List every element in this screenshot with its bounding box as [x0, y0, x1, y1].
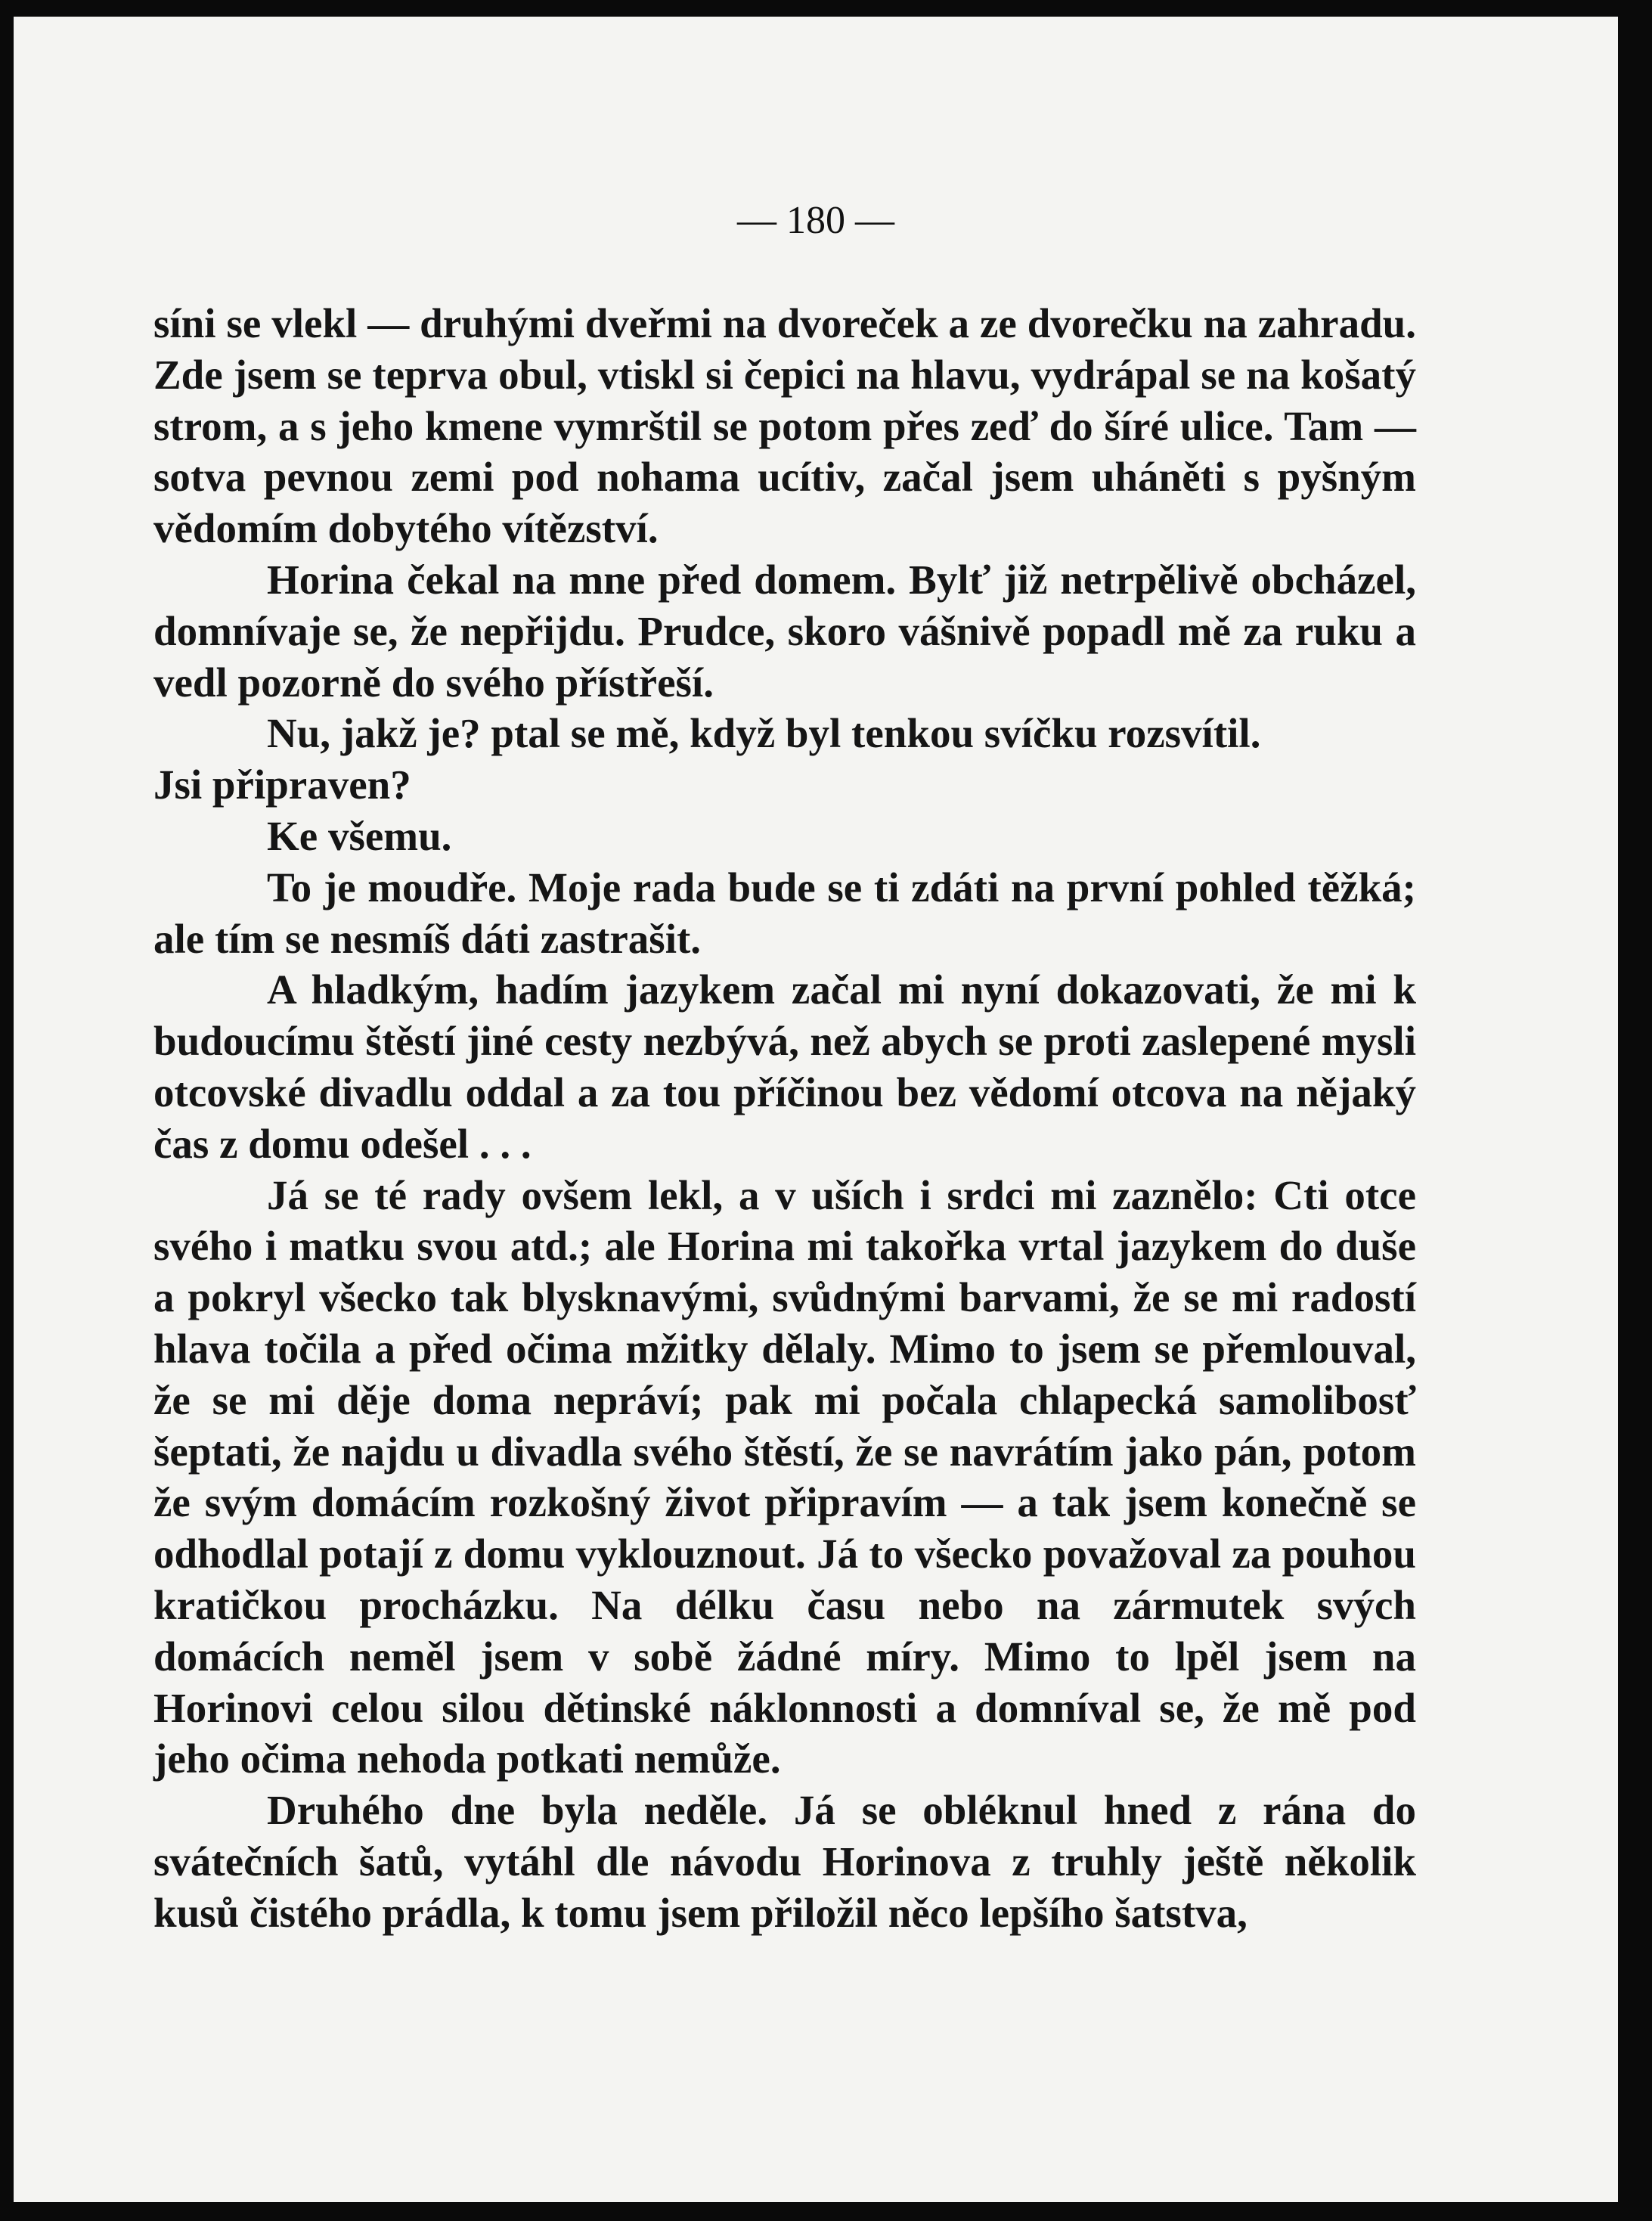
- page-number: — 180 —: [737, 199, 894, 242]
- paragraph-continuation: síni se vlekl — druhými dveřmi na dvoreček a ze dvorečku na zahradu. Zde jsem se teprva obul, vtiskl si čepici na hlavu, vydrápal se na košatý strom, a s jeho kmene vymrštil se potom přes zeď do šíré ulice. Tam — sotva pevnou zemi pod nohama ucítiv, začal jsem uháněti s pyšným vědomím dobytého vítězství.: [153, 300, 1416, 552]
- dialogue-line-continued: Jsi připraven?: [153, 762, 411, 808]
- paragraph: Horina čekal na mne před domem. Bylť již netrpělivě obcházel, domnívaje se, že nepřijdu. Prudce, skoro vášnivě popadl mě za ruku a vedl pozorně do svého přístřeší.: [153, 556, 1416, 706]
- paragraph-dialogue: Ke všemu.: [267, 812, 452, 859]
- paragraph: A hladkým, hadím jazykem začal mi nyní dokazovati, že mi k budoucímu štěstí jiné cesty nezbývá, než abych se proti zaslepené mysli otcovské divadlu oddal a za tou příčinou bez vědomí otcova na nějaký čas z domu odešel . . .: [153, 966, 1416, 1167]
- book-page: [14, 17, 1618, 2202]
- paragraph: Druhého dne byla neděle. Já se obléknul hned z rána do svátečních šatů, vytáhl dle návodu Horinova z truhly ještě několik kusů čistého prádla, k tomu jsem přiložil něco lepšího šatstva,: [153, 1787, 1416, 1936]
- paragraph-dialogue: To je moudře. Moje rada bude se ti zdáti na první pohled těžká; ale tím se nesmíš dáti zastrašit.: [153, 864, 1416, 962]
- paragraph: Já se té rady ovšem lekl, a v uších i srdci mi zaznělo: Cti otce svého i matku svou atd.; ale Horina mi takořka vrtal jazykem do duše a pokryl všecko tak blysknavými, svůdnými barvami, že se mi radostí hlava točila a před očima mžitky dělaly. Mimo to jsem se přemlouval, že se mi děje doma nepráví; pak mi počala chlapecká samolibosť šeptati, že najdu u divadla svého štěstí, že se navrátím jako pán, potom že svým domácím rozkošný život připravím — a tak jsem konečně se odhodlal potají z domu vyklouznout. Já to všecko považoval za pouhou kratičkou procházku. Na délku času nebo na zármutek svých domácích neměl jsem v sobě žádné míry. Mimo to lpěl jsem na Horinovi celou silou dětinské náklonnosti a domníval se, že mě pod jeho očima nehoda potkati nemůže.: [153, 1171, 1416, 1782]
- paragraph-dialogue: [153, 708, 1416, 811]
- body-text: [153, 298, 1416, 1939]
- dialogue-line: Nu, jakž je? ptal se mě, když byl tenkou svíčku rozsvítil.: [267, 710, 1261, 757]
